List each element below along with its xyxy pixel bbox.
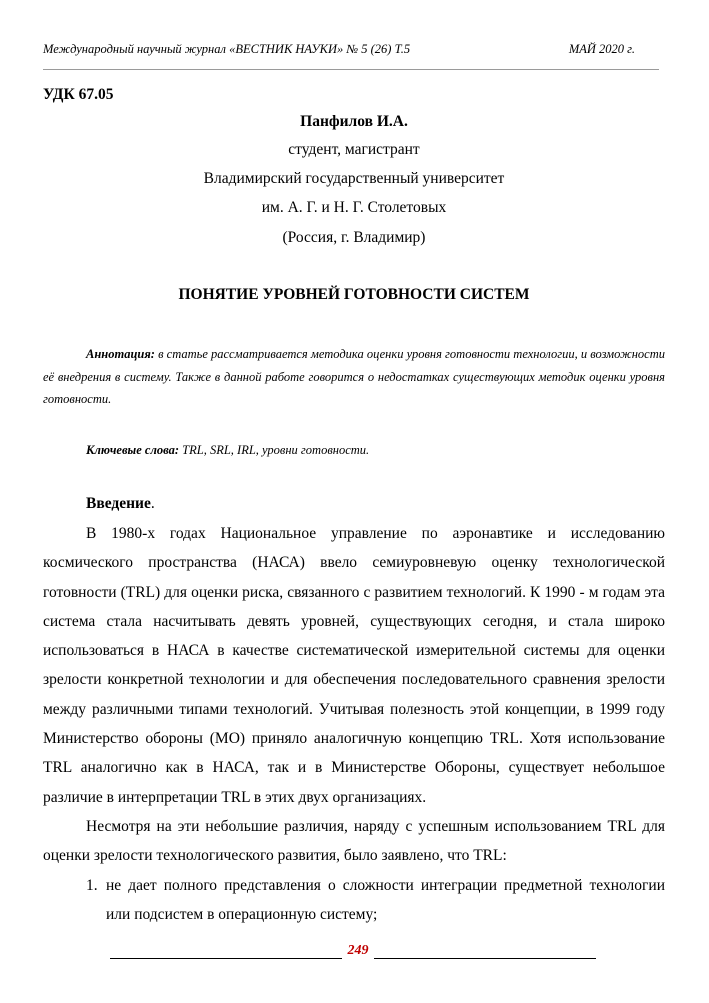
article-body: [43, 519, 665, 929]
author-university-name: им. А. Г. и Н. Г. Столетовых: [261, 199, 447, 216]
author-name: Панфилов И.А.: [300, 113, 408, 130]
article-title: ПОНЯТИЕ УРОВНЕЙ ГОТОВНОСТИ СИСТЕМ: [178, 286, 530, 303]
header-divider: [43, 69, 659, 70]
page-footer: [110, 937, 596, 961]
author-location: (Россия, г. Владимир): [282, 229, 426, 246]
abstract: [43, 343, 665, 411]
footer-rule-left: [110, 958, 342, 959]
keywords-label: Ключевые слова:: [86, 443, 180, 457]
abstract-label: Аннотация:: [86, 347, 155, 361]
list-item: [43, 871, 665, 930]
keywords-text: TRL, SRL, IRL, уровни готовности.: [179, 443, 370, 457]
list-item-text: не дает полного представления о сложности интеграции предметной технологии или подсистем в операционную систему;: [106, 876, 665, 923]
abstract-text: в статье рассматривается методика оценки уровня готовности технологии, и возможности её внедрения в систему. Также в данной работе говорится о недостатках существующих методик оценки уровня готовности.: [43, 347, 665, 406]
journal-title: Международный научный журнал «ВЕСТНИК НАУКИ» № 5 (26) Т.5: [43, 42, 411, 56]
section-heading-dot: .: [150, 495, 155, 512]
udk-code: УДК 67.05: [43, 86, 114, 103]
list-number: 1.: [86, 876, 98, 894]
issue-date: МАЙ 2020 г.: [568, 42, 635, 56]
paragraph: В 1980-х годах Национальное управление по аэронавтике и исследованию космического пространства (НАСА) ввело семиуровневую оценку технологической готовности (TRL) для оценки риска, связанного с развитием технологий. К 1990 - м годам эта система стала насчитывать девять уровней, существующих сегодня, и стала широко использоваться в НАСА в качестве систематической измерительной системы для оценки зрелости конкретной технологии и для обеспечения последовательного сравнения зрелости между различными типами технологий. Учитывая полезность этой концепции, в 1999 году Министерство обороны (МО) приняло аналогичную концепцию TRL. Хотя использование TRL аналогично как в НАСА, так и в Министерстве Обороны, существует небольшое различие в интерпретации TRL в этих двух организациях.: [43, 525, 665, 806]
page-number: 249: [347, 943, 369, 958]
numbered-list: [43, 871, 665, 930]
author-university: Владимирский государственный университет: [203, 170, 505, 187]
author-role: студент, магистрант: [288, 141, 420, 158]
section-heading: [86, 495, 155, 513]
footer-rule-right: [374, 958, 596, 959]
paragraph: Несмотря на эти небольшие различия, наряду с успешным использованием TRL для оценки зрелости технологического развития, было заявлено, что TRL:: [43, 817, 665, 865]
running-header: [43, 40, 659, 58]
keywords: [43, 440, 665, 460]
section-heading-text: Введение: [86, 495, 151, 512]
